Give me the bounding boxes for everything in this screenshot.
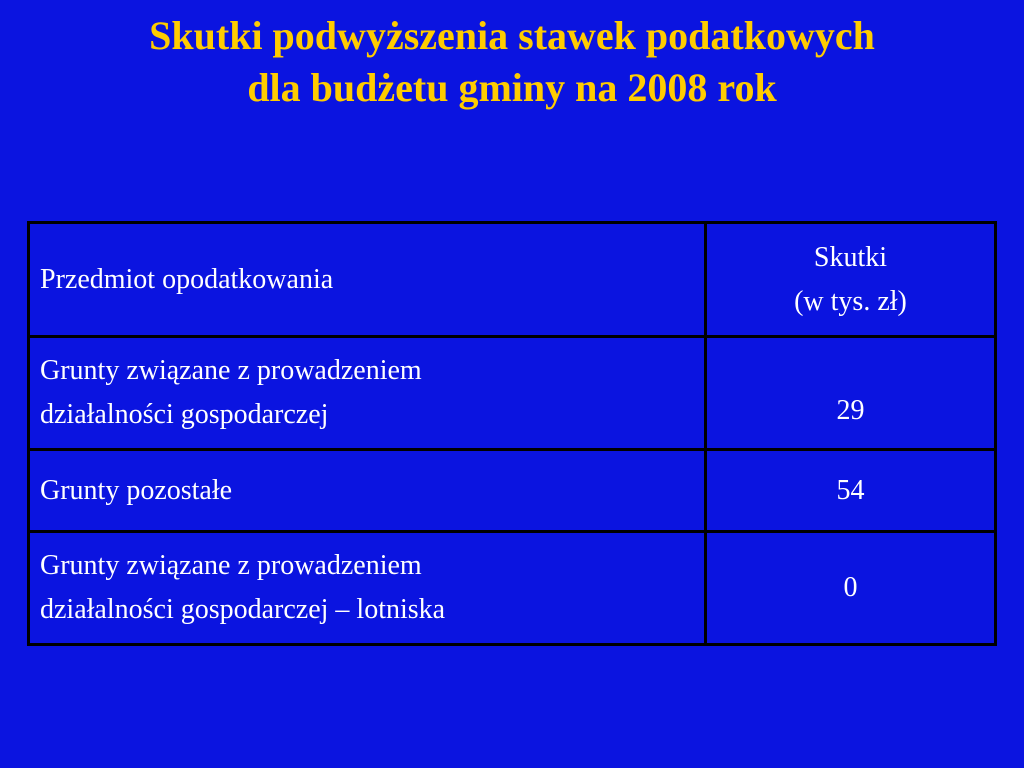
subject-cell — [29, 450, 706, 532]
subject-text-line-1: Grunty pozostałe — [40, 474, 233, 506]
value-cell — [706, 337, 996, 450]
value-cell — [706, 532, 996, 645]
slide-title — [0, 10, 1024, 114]
value-cell — [706, 450, 996, 532]
table-row — [29, 532, 996, 645]
slide-title-line-1: Skutki podwyższenia stawek podatkowych — [149, 13, 875, 58]
tax-effects-table — [27, 221, 997, 646]
table-row — [29, 337, 996, 450]
header-subject-label: Przedmiot opodatkowania — [40, 263, 334, 295]
header-effects-label: Skutki — [813, 241, 888, 273]
header-effects-unit: (w tys. zł) — [794, 285, 907, 317]
subject-cell — [29, 337, 706, 450]
table-row — [29, 450, 996, 532]
subject-text-line-2: działalności gospodarczej – lotniska — [40, 594, 446, 625]
subject-text-line-1: Grunty związane z prowadzeniem — [40, 355, 422, 386]
value-text: 29 — [836, 395, 865, 426]
subject-text-line-2: działalności gospodarczej — [40, 399, 329, 430]
table-header-row — [29, 223, 996, 337]
header-subject-cell — [29, 223, 706, 337]
value-text: 54 — [836, 474, 865, 506]
subject-text-line-1: Grunty związane z prowadzeniem — [40, 550, 422, 581]
header-effects-cell — [706, 223, 996, 337]
value-text: 0 — [843, 572, 858, 603]
subject-cell — [29, 532, 706, 645]
slide-title-line-2: dla budżetu gminy na 2008 rok — [247, 65, 777, 110]
